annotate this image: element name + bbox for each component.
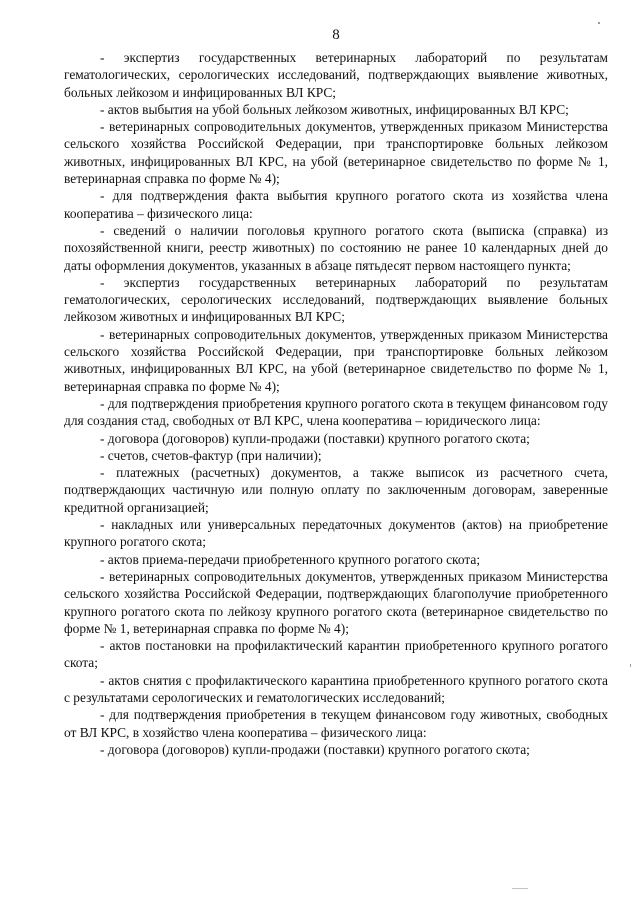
paragraph-6: - экспертиз государственных ветеринарных лабораторий по результатам гематологических, серологических исследований, подтверждающих выявление больных лейкозом животных и инфицированных ВЛ КРС;: [64, 274, 608, 325]
scan-speck-right-edge: [630, 664, 631, 667]
paragraph-5: - сведений о наличии поголовья крупного рогатого скота (выписка (справка) из похозяйственной книги, реестр животных) по состоянию не ранее 10 календарных дней до даты оформления документов, указанных в абзаце пятьдесят первом настоящего пункта;: [64, 222, 608, 273]
paragraph-2: - актов выбытия на убой больных лейкозом животных, инфицированных ВЛ КРС;: [100, 101, 569, 117]
paragraph-18: - договора (договоров) купли-продажи (поставки) крупного рогатого скота;: [100, 741, 530, 757]
paragraph-16: - актов снятия с профилактического карантина приобретенного крупного рогатого скота с результатами серологических и гематологических исследований;: [64, 672, 608, 705]
paragraph-17: - для подтверждения приобретения в текущем финансовом году животных, свободных от ВЛ КРС, в хозяйство члена кооператива – физического лица:: [64, 707, 608, 740]
paragraph-4: - для подтверждения факта выбытия крупного рогатого скота из хозяйства члена кооператива – физического лица:: [64, 188, 608, 221]
paragraph-8: - для подтверждения приобретения крупного рогатого скота в текущем финансовом году для создания стад, свободных от ВЛ КРС, члена кооператива – юридического лица:: [64, 395, 608, 429]
paragraph-12: - накладных или универсальных передаточных документов (актов) на приобретение крупного рогатого скота;: [64, 517, 608, 550]
paragraph-15: - актов постановки на профилактический карантин приобретенного крупного рогатого скота;: [64, 638, 608, 671]
paragraph-9: - договора (договоров) купли-продажи (поставки) крупного рогатого скота;: [100, 430, 530, 446]
paragraph-11: - платежных (расчетных) документов, а также выписок из расчетного счета, подтверждающих частичную или полную оплату по заключенным договорам, заверенные кредитной организацией;: [64, 465, 608, 515]
scan-speck-bottom: [512, 888, 528, 889]
paragraph-10: - счетов, счетов-фактур (при наличии);: [100, 447, 322, 463]
paragraph-3: - ветеринарных сопроводительных документов, утвержденных приказом Министерства сельского хозяйства Российской Федерации, при транспортировке больных лейкозом животных, инфицированных ВЛ КРС, на убой (ветеринарное свидетельство по форме № 1, ветеринарная справка по форме № 4);: [64, 119, 608, 187]
paragraph-7: - ветеринарных сопроводительных документов, утвержденных приказом Министерства сельского хозяйства Российской Федерации, при транспортировке больных лейкозом животных, инфицированных ВЛ КРС, на убой (ветеринарное свидетельство по форме № 1, ветеринарная справка по форме № 4);: [64, 326, 608, 394]
paragraph-14: - ветеринарных сопроводительных документов, утвержденных приказом Министерства сельского хозяйства Российской Федерации, подтверждающих благополучие приобретенного крупного рогатого скота по лейкозу крупного рогатого скота (ветеринарное свидетельство по форме № 1, ветеринарная справка по форме № 4);: [64, 568, 608, 636]
document-page: [64, 26, 608, 758]
paragraph-1: - экспертиз государственных ветеринарных лабораторий по результатам гематологических, серологических исследований, подтверждающих выявление животных, больных лейкозом и инфицированных ВЛ КРС;: [64, 50, 608, 100]
paragraph-13: - актов приема-передачи приобретенного крупного рогатого скота;: [100, 551, 481, 567]
scan-speck-top-right: [598, 22, 600, 24]
page-number: 8: [332, 27, 340, 43]
